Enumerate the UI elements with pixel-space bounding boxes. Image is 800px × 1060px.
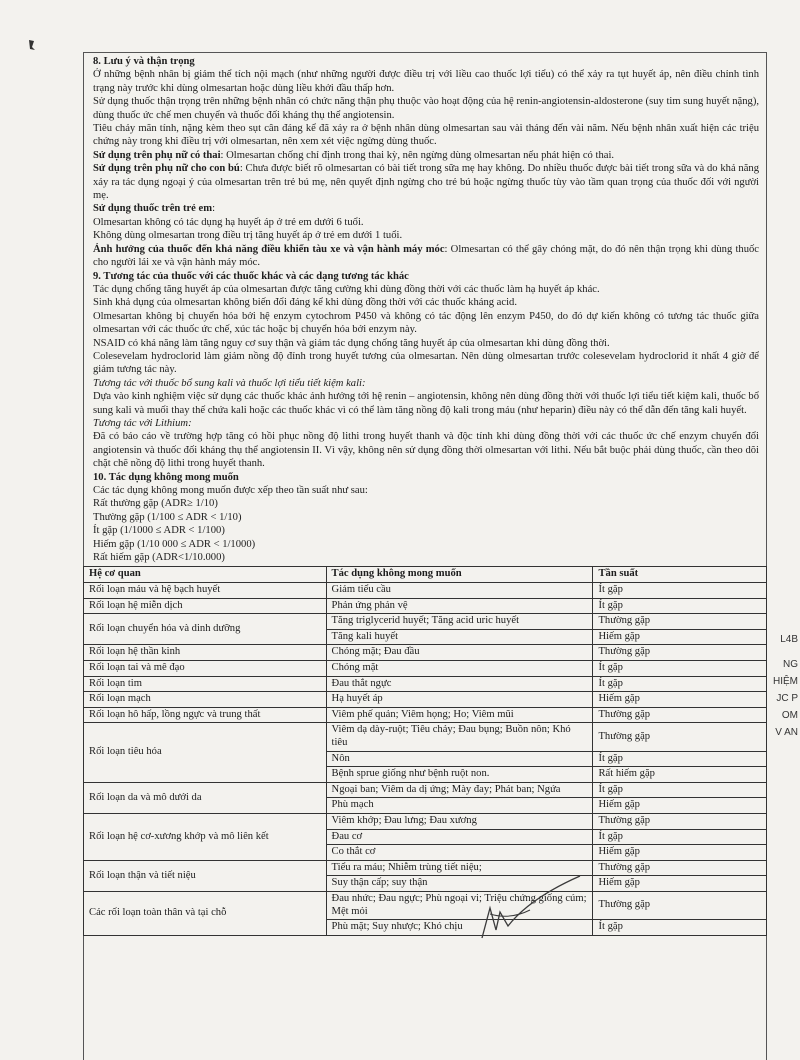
s9-potassium-text: Dựa vào kinh nghiệm việc sử dụng các thuốc khác ảnh hưởng tới hệ renin – angiotensin, không nên dùng đồng thời với thuốc lợi tiểu tiết kiệm kali, thuốc bổ sung kali và muối thay thế chứa kali hoặc các thuốc khác vì có thể làm tăng nồng độ kali trong máu (như heparin) điều này có thể dẫn đến tăng kali huyết.: [93, 391, 759, 416]
organ-cell: Rối loạn hệ thần kinh: [84, 645, 327, 661]
frequency-cell: Hiếm gặp: [593, 845, 767, 861]
s8-paragraph-3: Tiêu chảy mãn tính, nặng kèm theo sụt cân đáng kể đã xảy ra ở bệnh nhân dùng olmesartan sau vài tháng đến vài năm. Nếu bệnh nhân xuất hiện các triệu chứng này trong khi điều trị với olmesartan, nên xem xét việc ngừng dùng thuốc.: [93, 123, 759, 148]
effect-cell: Đau nhức; Đau ngực; Phù ngoại vi; Triệu chứng giống cúm; Mệt mỏi: [326, 891, 593, 919]
frequency-cell: Ít gặp: [593, 782, 767, 798]
frequency-cell: Ít gặp: [593, 676, 767, 692]
margin-fragment-text: HIỆM: [773, 676, 798, 687]
freq-uncommon: Ít gặp (1/1000 ≤ ADR < 1/100): [93, 525, 225, 537]
handwritten-signature: [470, 868, 590, 948]
section-10-title: 10. Tác dụng không mong muốn: [93, 471, 239, 483]
table-row: [84, 723, 767, 751]
driving-label: Ảnh hưởng của thuốc đến khả năng điều khiển tàu xe và vận hành máy móc: [93, 243, 445, 255]
s8-lactation: [93, 162, 759, 202]
s9-paragraph-4: NSAID có khả năng làm tăng nguy cơ suy thận và giảm tác dụng chống tăng huyết áp của olmesartan khi dùng đồng thời.: [93, 337, 610, 349]
organ-cell: Rối loạn chuyển hóa và dinh dưỡng: [84, 614, 327, 645]
s9-potassium-title: Tương tác với thuốc bổ sung kali và thuốc lợi tiểu tiết kiệm kali:: [93, 377, 366, 389]
margin-fragment-text: L4B: [780, 634, 798, 645]
effect-cell: Tiểu ra máu; Nhiễm trùng tiết niệu;: [326, 860, 593, 876]
effect-cell: Đau cơ: [326, 829, 593, 845]
pregnancy-text: : Olmesartan chống chỉ định trong thai kỳ, nên ngừng dùng olmesartan nếu phát hiện có thai.: [220, 149, 615, 161]
children-colon: :: [212, 203, 216, 215]
header-frequency: Tần suất: [593, 567, 767, 583]
organ-cell: Rối loạn tim: [84, 676, 327, 692]
margin-fragment-text: V AN: [775, 727, 798, 738]
frequency-cell: Ít gặp: [593, 661, 767, 677]
lactation-label: Sử dụng trên phụ nữ cho con bú: [93, 163, 240, 175]
frequency-cell: Thường gặp: [593, 645, 767, 661]
section-9-title: 9. Tương tác của thuốc với các thuốc khác và các dạng tương tác khác: [93, 270, 409, 282]
section-8-title: 8. Lưu ý và thận trọng: [93, 56, 195, 67]
organ-cell: Rối loạn thận và tiết niệu: [84, 860, 327, 891]
corner-smudge-mark: [26, 38, 38, 52]
freq-very-common: Rất thường gặp (ADR≥ 1/10): [93, 498, 218, 510]
table-row: [84, 813, 767, 829]
table-row: [84, 676, 767, 692]
table-row: [84, 598, 767, 614]
organ-cell: Rối loạn tai và mê đạo: [84, 661, 327, 677]
effect-cell: Bệnh sprue giống như bệnh ruột non.: [326, 767, 593, 783]
effect-cell: Co thắt cơ: [326, 845, 593, 861]
frequency-cell: Ít gặp: [593, 829, 767, 845]
margin-fragment-text: NG: [783, 659, 798, 670]
margin-fragment-text: OM: [781, 710, 798, 721]
frequency-cell: Hiếm gặp: [593, 876, 767, 892]
lactation-text: : Chưa được biết rõ olmesartan có bài tiết trong sữa mẹ hay không. Do nhiều thuốc được bài tiết trong sữa và do khả năng xảy ra tác dụng ngoại ý của olmesartan trên trẻ bú mẹ, nên quyết định ngừng cho trẻ bú hoặc ngừng thuốc tùy vào tầm quan trọng của thuốc đối với người mẹ.: [93, 163, 759, 202]
freq-rare: Hiếm gặp (1/10 000 ≤ ADR < 1/1000): [93, 538, 256, 550]
frequency-cell: Ít gặp: [593, 583, 767, 599]
header-organ: Hệ cơ quan: [84, 567, 327, 583]
effect-cell: Giảm tiểu cầu: [326, 583, 593, 599]
header-effect: Tác dụng không mong muốn: [326, 567, 593, 583]
effect-cell: Chóng mặt; Đau đầu: [326, 645, 593, 661]
frequency-cell: Hiếm gặp: [593, 692, 767, 708]
table-row: [84, 614, 767, 630]
s8-children-1: Olmesartan không có tác dụng hạ huyết áp ở trẻ em dưới 6 tuổi.: [93, 216, 364, 228]
organ-cell: Rối loạn tiêu hóa: [84, 723, 327, 782]
effect-cell: Phù mặt; Suy nhược; Khó chịu: [326, 920, 593, 936]
effect-cell: Viêm dạ dày-ruột; Tiêu chảy; Đau bụng; Buồn nôn; Khó tiêu: [326, 723, 593, 751]
organ-cell: Các rối loạn toàn thân và tại chỗ: [84, 891, 327, 935]
frequency-cell: Hiếm gặp: [593, 629, 767, 645]
frequency-cell: Ít gặp: [593, 920, 767, 936]
s9-paragraph-1: Tác dụng chống tăng huyết áp của olmesartan được tăng cường khi dùng đồng thời với các thuốc làm hạ huyết áp khác.: [93, 283, 600, 295]
s8-paragraph-2: Sử dụng thuốc thận trọng trên những bệnh nhân có chức năng thận phụ thuộc vào hoạt động của hệ renin-angiotensin-aldosterone (suy tim sung huyết nặng), dùng thuốc ức chế men chuyển và thuốc đối kháng thụ thể angiotensin.: [93, 96, 759, 121]
organ-cell: Rối loạn máu và hệ bạch huyết: [84, 583, 327, 599]
document-page: [83, 52, 767, 1060]
freq-very-rare: Rất hiếm gặp (ADR<1/10.000): [93, 552, 225, 564]
organ-cell: Rối loạn hệ miễn dịch: [84, 598, 327, 614]
frequency-cell: Thường gặp: [593, 614, 767, 630]
effect-cell: Đau thắt ngực: [326, 676, 593, 692]
effect-cell: Viêm khớp; Đau lưng; Đau xương: [326, 813, 593, 829]
s9-paragraph-2: Sinh khả dụng của olmesartan không biến đổi đáng kể khi dùng đồng thời với các thuốc kháng acid.: [93, 297, 517, 309]
s9-paragraph-5: Colesevelam hydroclorid làm giảm nồng độ đỉnh trong huyết tương của olmesartan. Nên dùng olmesartan trước colesevelam hydroclorid ít nhất 4 giờ để giảm tương tác này.: [93, 350, 759, 376]
effect-cell: Phù mạch: [326, 798, 593, 814]
s9-lithium-title: Tương tác với Lithium:: [93, 417, 192, 429]
organ-cell: Rối loạn mạch: [84, 692, 327, 708]
s10-intro: Các tác dụng không mong muốn được xếp theo tần suất như sau:: [93, 485, 368, 496]
s8-pregnancy: [93, 149, 759, 162]
effect-cell: Suy thận cấp; suy thận: [326, 876, 593, 892]
freq-common: Thường gặp (1/100 ≤ ADR < 1/10): [93, 511, 242, 523]
pregnancy-label: Sử dụng trên phụ nữ có thai: [93, 149, 221, 161]
frequency-cell: Ít gặp: [593, 751, 767, 767]
document-body: [89, 55, 759, 936]
margin-fragment-text: JC P: [776, 693, 798, 704]
table-row: [84, 645, 767, 661]
frequency-cell: Thường gặp: [593, 891, 767, 919]
s8-paragraph-1: Ở những bệnh nhân bị giảm thể tích nội mạch (như những người được điều trị với liều cao thuốc lợi tiểu) có thể xảy ra tụt huyết áp, nên điều chỉnh tình trạng này trước khi dùng olmesartan hoặc dùng liều khởi đầu thấp hơn.: [93, 69, 759, 94]
s8-children-2: Không dùng olmesartan trong điều trị tăng huyết áp ở trẻ em dưới 1 tuổi.: [93, 230, 403, 242]
table-body: [84, 583, 767, 936]
table-header-row: [84, 567, 767, 583]
s9-paragraph-3: Olmesartan không bị chuyển hóa bởi hệ enzym cytochrom P450 và không có tác động lên enzym P450, do đó dự kiến không có tương tác thuốc giữa olmesartan với các thuốc ức chế, xúc tác hoặc bị chuyển hóa bởi enzym này.: [93, 310, 759, 336]
s8-driving: [93, 243, 759, 270]
effect-cell: Nôn: [326, 751, 593, 767]
effect-cell: Ngoại ban; Viêm da dị ứng; Mày đay; Phát ban; Ngứa: [326, 782, 593, 798]
table-row: [84, 707, 767, 723]
table-row: [84, 891, 767, 919]
frequency-cell: Thường gặp: [593, 707, 767, 723]
organ-cell: Rối loạn hô hấp, lồng ngực và trung thất: [84, 707, 327, 723]
organ-cell: Rối loạn da và mô dưới da: [84, 782, 327, 813]
s9-lithium-text: Đã có báo cáo về trường hợp tăng có hồi phục nồng độ lithi trong huyết thanh và độc tính khi dùng đồng thời với các thuốc ức chế enzym chuyển đổi angiotensin và thuốc đối kháng thụ thể angiotensin II. Vì vậy, không nên sử dụng đồng thời olmesartan với lithi. Nếu bắt buộc phải dùng thuốc, cần theo dõi chặt chẽ nồng độ lithi trong huyết thanh.: [93, 431, 759, 470]
frequency-cell: Ít gặp: [593, 598, 767, 614]
frequency-cell: Thường gặp: [593, 813, 767, 829]
table-row: [84, 661, 767, 677]
effect-cell: Tăng kali huyết: [326, 629, 593, 645]
frequency-cell: Hiếm gặp: [593, 798, 767, 814]
effect-cell: Viêm phế quản; Viêm họng; Ho; Viêm mũi: [326, 707, 593, 723]
effect-cell: Hạ huyết áp: [326, 692, 593, 708]
children-label: Sử dụng thuốc trên trẻ em: [93, 203, 213, 215]
frequency-cell: Thường gặp: [593, 860, 767, 876]
table-row: [84, 782, 767, 798]
adverse-effects-table: [83, 566, 767, 935]
effect-cell: Phản ứng phản vệ: [326, 598, 593, 614]
table-row: [84, 583, 767, 599]
organ-cell: Rối loạn hệ cơ-xương khớp và mô liên kết: [84, 813, 327, 860]
effect-cell: Tăng triglycerid huyết; Tăng acid uric huyết: [326, 614, 593, 630]
frequency-cell: Thường gặp: [593, 723, 767, 751]
table-row: [84, 860, 767, 876]
effect-cell: Chóng mặt: [326, 661, 593, 677]
s8-children-heading: [93, 202, 759, 215]
adjacent-page-fragment: [770, 634, 800, 749]
frequency-cell: Rất hiếm gặp: [593, 767, 767, 783]
driving-text: : Olmesartan có thể gây chóng mặt, do đó nên thận trọng khi dùng thuốc cho người lái xe và vận hành máy móc.: [93, 243, 759, 269]
table-row: [84, 692, 767, 708]
